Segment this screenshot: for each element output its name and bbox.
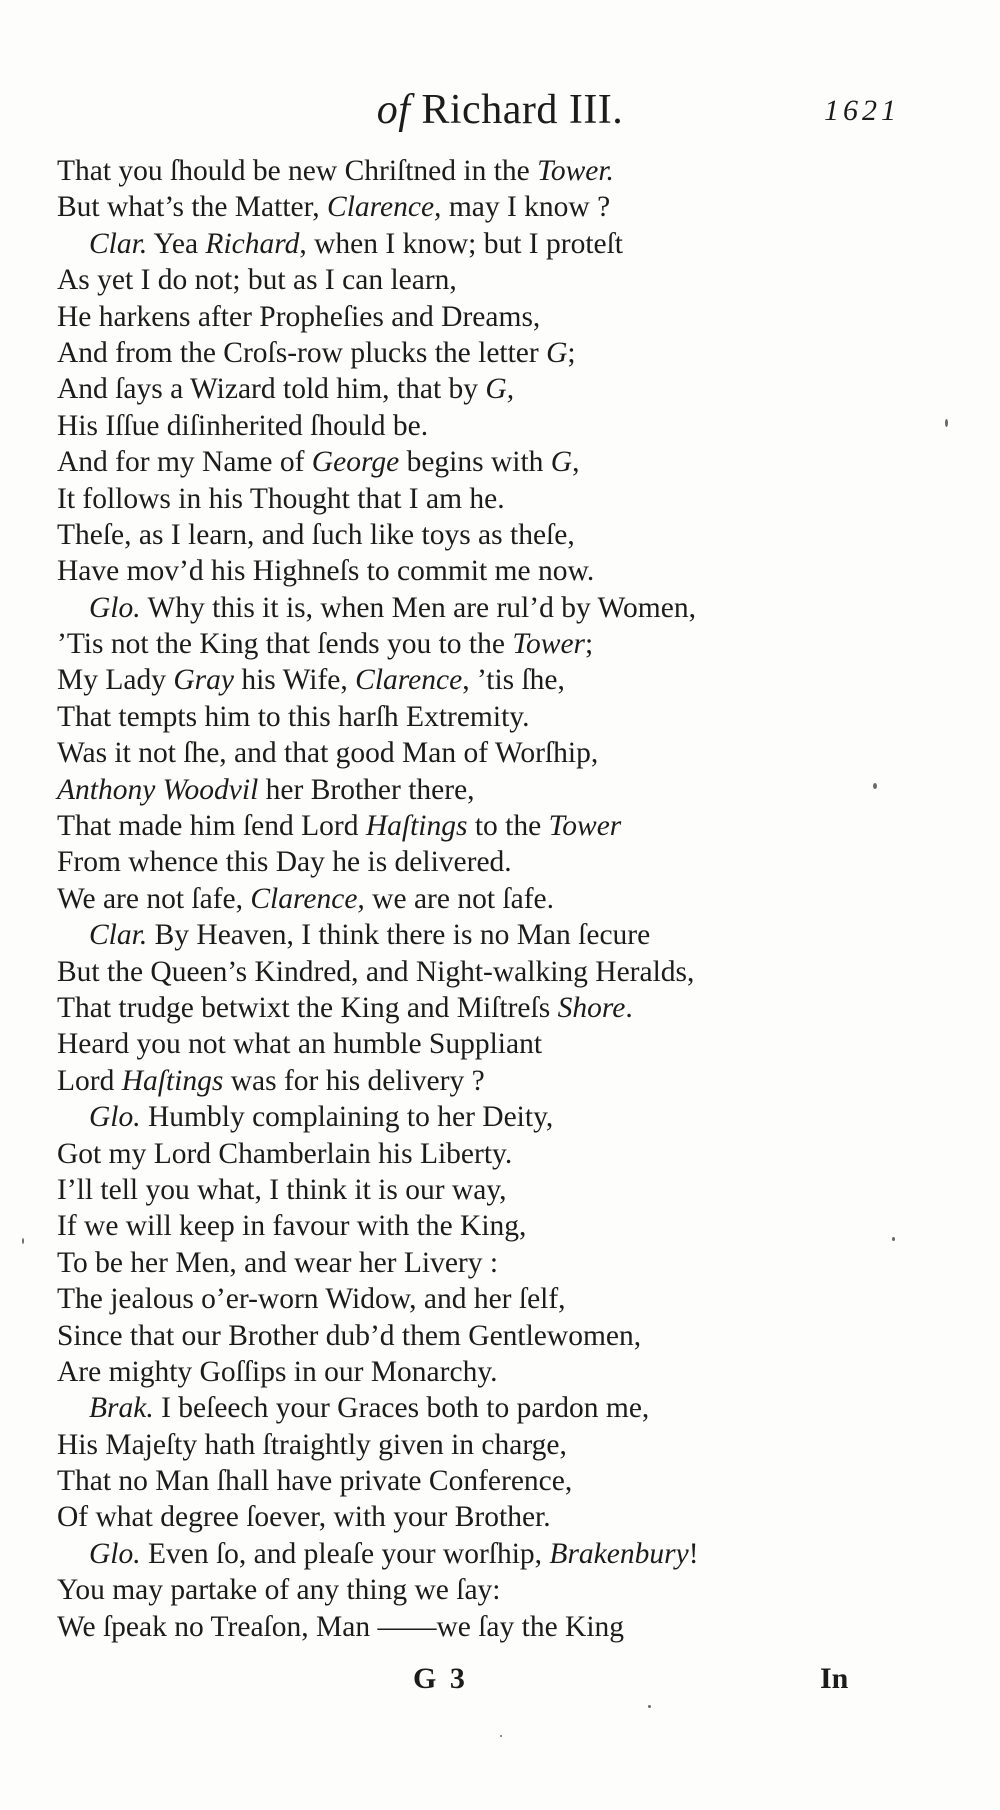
text-line [57,299,777,335]
running-title-main: Richard III. [421,87,624,133]
text-segment: I’ll tell you what, I think it is our way, [57,1173,507,1206]
text-segment: It follows in his Thought that I am he. [57,482,505,515]
italic-text: Clar. [89,227,148,260]
text-line [57,590,777,626]
text-line [57,1026,777,1062]
text-segment: He harkens after Propheſies and Dreams, [57,300,541,333]
text-segment: ’Tis not the King that ſends you to the [57,628,513,661]
print-speck [22,1238,24,1244]
text-segment: ! [688,1537,699,1570]
text-line [57,481,777,517]
text-segment: But what’s the Matter, [57,191,328,224]
text-line [57,808,777,844]
italic-text: G [550,446,573,479]
text-line [57,917,777,953]
text-segment: My Lady [57,664,174,697]
text-segment: , when I know; but I proteſt [299,227,623,260]
text-line [57,772,777,808]
italic-text: Shore [557,991,626,1024]
text-segment: If we will keep in favour with the King, [57,1210,527,1243]
text-line [57,153,777,189]
text-line [57,626,777,662]
text-segment: Was it not ſhe, and that good Man of Worſhip, [57,737,599,770]
text-segment: Even ſo, and pleaſe your worſhip, [140,1537,550,1570]
text-segment: Lord [57,1064,122,1097]
text-line [57,517,777,553]
italic-text: George [311,446,400,479]
text-segment: His Majeſty hath ſtraightly given in charge, [57,1428,567,1461]
play-text [57,153,777,1645]
text-line [57,1463,777,1499]
print-speck [873,783,877,789]
text-segment: And ſays a Wizard told him, that by [57,373,486,406]
text-segment: His Iſſue diſinherited ſhould be. [57,409,429,442]
text-line [57,371,777,407]
signature-mark: G 3 [413,1662,468,1695]
text-line [57,189,777,225]
italic-text: Clarence, [327,191,442,224]
text-segment: That you ſhould be new Chriſtned in the [57,155,538,187]
italic-text: Glo. [89,1537,141,1570]
text-line [57,735,777,771]
text-segment: Why this it is, when Men are rul’d by Women, [140,591,696,624]
italic-text: G, [485,373,515,406]
catchword: In [820,1662,849,1695]
text-line [57,1536,777,1572]
text-line [57,954,777,990]
italic-text: Clarence, [250,882,365,915]
text-segment: his Wife, [233,664,356,697]
text-segment: That trudge betwixt the King and Miſtreſs [57,991,558,1024]
text-segment: That made him ſend Lord [57,810,366,843]
text-line [57,1354,777,1390]
italic-text: Clar. [89,919,148,952]
text-segment: To be her Men, and wear her Livery : [57,1246,499,1279]
italic-text: Gray [173,664,234,697]
text-line [57,699,777,735]
text-segment: As yet I do not; but as I can learn, [57,264,457,297]
text-segment: I beſeech your Graces both to pardon me, [153,1392,650,1425]
text-segment: That tempts him to this harſh Extremity. [57,700,530,733]
text-segment: Got my Lord Chamberlain his Liberty. [57,1137,513,1170]
text-line [57,1136,777,1172]
text-segment: From whence this Day he is delivered. [57,846,512,879]
text-segment: And from the Croſs-row plucks the letter [57,336,547,369]
text-line [57,881,777,917]
text-segment: Theſe, as I learn, and ſuch like toys as theſe, [57,518,575,551]
text-line [57,1499,777,1535]
text-line [57,335,777,371]
print-speck [892,1237,895,1241]
text-segment: we are not ſafe. [364,882,554,915]
text-line [57,1390,777,1426]
text-line [57,1427,777,1463]
page-header [0,80,1000,140]
text-line [57,990,777,1026]
text-segment: Humbly complaining to her Deity, [140,1101,554,1134]
text-line [57,553,777,589]
print-speck [500,1735,502,1737]
italic-text: Tower [548,810,622,843]
italic-text: Tower [512,628,586,661]
text-line [57,444,777,480]
page-number: 1621 [824,94,900,127]
text-segment: . [625,991,633,1024]
text-line [57,844,777,880]
text-segment: ; [567,336,576,369]
italic-text: Anthony Woodvil [57,773,259,806]
italic-text: Glo. [89,1101,141,1134]
text-line [57,226,777,262]
text-line [57,1063,777,1099]
text-segment: Yea [147,227,206,260]
text-line [57,1245,777,1281]
text-segment: You may partake of any thing we ſay: [57,1574,501,1607]
text-line [57,1099,777,1135]
text-segment: was for his delivery ? [223,1064,485,1097]
text-segment: her Brother there, [258,773,475,806]
italic-text: G [546,336,568,369]
text-segment: Are mighty Goſſips in our Monarchy. [57,1355,498,1388]
italic-text: Glo. [89,591,141,624]
text-segment: By Heaven, I think there is no Man ſecure [147,919,651,952]
text-line [57,1318,777,1354]
text-segment: , [572,446,580,479]
text-segment: begins with [399,446,551,479]
text-segment: Heard you not what an humble Suppliant [57,1028,543,1061]
text-segment: We ſpeak no Treaſon, Man ——we ſay the King [57,1610,625,1643]
text-line [57,262,777,298]
text-line [57,1609,777,1645]
italic-text: Clarence [355,664,463,697]
text-segment: The jealous o’er-worn Widow, and her ſelf, [57,1283,566,1316]
text-line [57,1281,777,1317]
italic-text: Haſtings [365,810,468,843]
text-line [57,1172,777,1208]
text-segment: Since that our Brother dub’d them Gentlewomen, [57,1319,642,1352]
text-segment: , ’tis ſhe, [462,664,565,697]
text-line [57,1208,777,1244]
text-segment: That no Man ſhall have private Conference, [57,1465,573,1498]
italic-text: Haſtings [121,1064,224,1097]
text-segment: Have mov’d his Highneſs to commit me now. [57,555,595,588]
italic-text: Brakenbury [549,1537,689,1570]
text-line [57,408,777,444]
italic-text: Tower. [537,155,614,187]
print-speck [648,1705,651,1708]
text-segment: to the [467,810,549,843]
print-speck [945,419,948,427]
italic-text: Richard [205,227,300,260]
text-segment: We are not ſafe, [57,882,251,915]
text-segment: Of what degree ſoever, with your Brother. [57,1501,551,1534]
text-line [57,662,777,698]
text-segment: But the Queen’s Kindred, and Night-walking Heralds, [57,955,695,988]
text-line [57,1572,777,1608]
text-segment: And for my Name of [57,446,312,479]
text-segment: ; [585,628,594,661]
text-segment: may I know ? [441,191,611,224]
running-title-of: of [376,87,411,133]
italic-text: Brak. [89,1392,154,1425]
